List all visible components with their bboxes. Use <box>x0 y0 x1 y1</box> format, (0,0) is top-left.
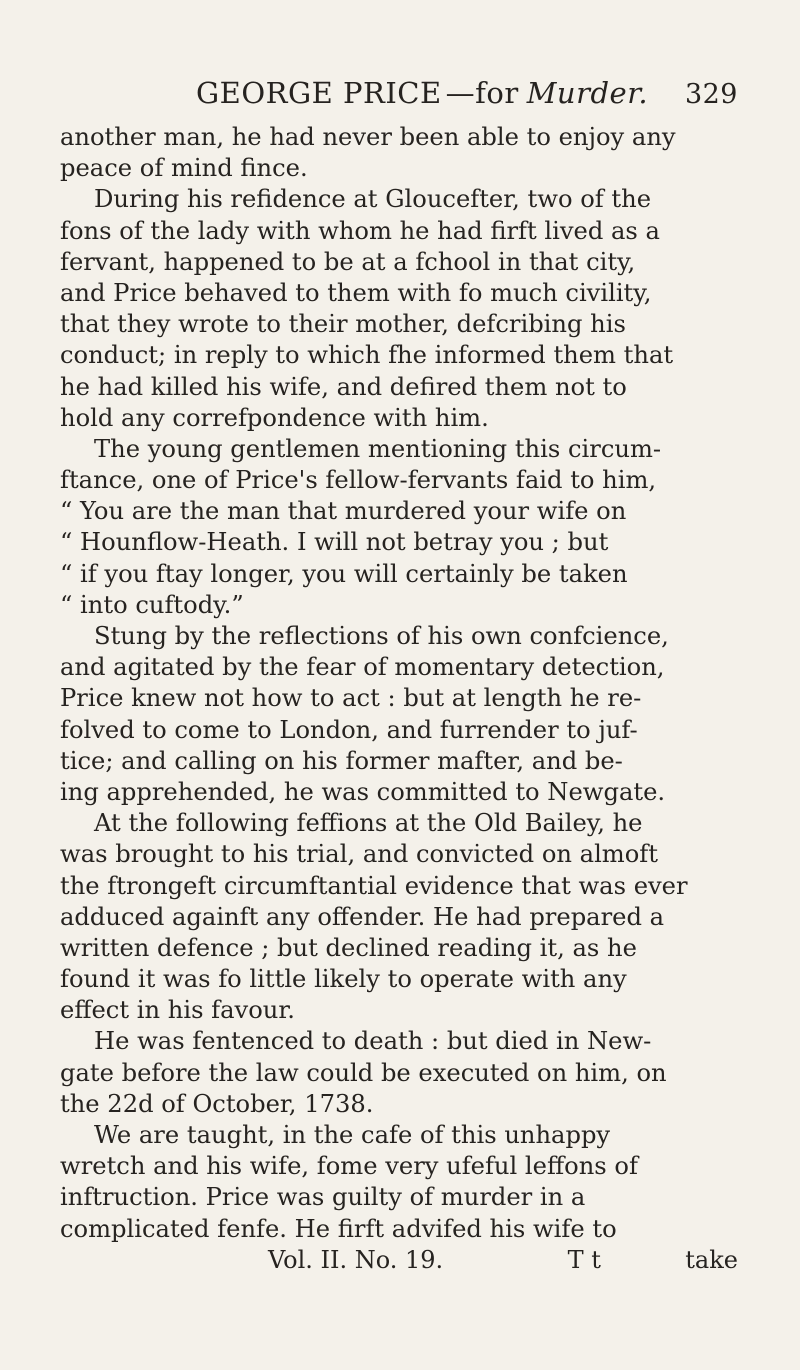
text-line: effect in his favour. <box>60 996 295 1025</box>
volume-number: Vol. II. No. 19. <box>268 1245 444 1274</box>
text-line: fervant, happened to be at a fchool in that city, <box>60 247 636 276</box>
text-line: We are taught, in the cafe of this unhappy <box>94 1121 611 1149</box>
text-line: fons of the lady with whom he had firft lived as a <box>60 216 660 245</box>
catchword: take <box>685 1245 738 1274</box>
text-line: At the following feffions at the Old Bailey, he <box>94 809 643 838</box>
text-line: inftruction. Price was guilty of murder in a <box>60 1183 586 1212</box>
page-footer <box>60 1245 748 1276</box>
text-line: “ into cuftody.” <box>60 590 244 619</box>
text-line: conduct; in reply to which fhe informed them that <box>60 341 674 370</box>
text-line: During his refidence at Gloucefter, two of the <box>94 185 652 214</box>
text-line: the 22d of October, 1738. <box>60 1089 374 1118</box>
text-line: he had killed his wife, and defired them not to <box>60 372 627 401</box>
text-line: hold any correfpondence with him. <box>60 403 489 432</box>
text-line: ftance, one of Price's fellow-fervants faid to him, <box>60 466 657 495</box>
text-line: the ftrongeft circumftantial evidence that was ever <box>60 871 688 900</box>
running-head-subject: Murder. <box>526 76 649 110</box>
body-text <box>60 122 748 1245</box>
text-line: “ if you ftay longer, you will certainly be taken <box>60 559 628 588</box>
text-line: tice; and calling on his former mafter, and be- <box>60 746 623 775</box>
text-line: gate before the law could be executed on him, on <box>60 1058 667 1087</box>
text-line: and agitated by the fear of momentary detection, <box>60 653 665 682</box>
text-line: ing apprehended, he was committed to Newgate. <box>60 777 666 806</box>
text-line: that they wrote to their mother, defcribing his <box>60 310 626 339</box>
text-line: another man, he had never been able to enjoy any <box>60 123 676 151</box>
text-line: complicated fenfe. He firft advifed his wife to <box>60 1214 617 1243</box>
text-line: “ You are the man that murdered your wife on <box>60 497 627 526</box>
text-line: He was fentenced to death : but died in New- <box>94 1027 652 1056</box>
text-line: and Price behaved to them with fo much civility, <box>60 278 652 307</box>
running-head-separator: —for <box>445 76 519 110</box>
text-line: The young gentlemen mentioning this circum- <box>94 434 662 463</box>
text-line: adduced againft any offender. He had prepared a <box>60 902 665 931</box>
text-line: was brought to his trial, and convicted on almoft <box>60 840 658 869</box>
page-number: 329 <box>684 79 738 110</box>
signature-mark: T t <box>567 1245 601 1274</box>
text-line: peace of mind fince. <box>60 154 308 183</box>
text-line: written defence ; but declined reading it, as he <box>60 933 637 962</box>
text-line: “ Hounflow-Heath. I will not betray you ; but <box>60 528 609 557</box>
text-line: wretch and his wife, fome very ufeful leffons of <box>60 1152 638 1181</box>
text-line: found it was fo little likely to operate with any <box>60 965 627 994</box>
text-line: folved to come to London, and furrender to juf- <box>60 715 638 744</box>
text-line: Price knew not how to act : but at length he re- <box>60 684 642 713</box>
running-head-title: GEORGE PRICE <box>196 76 442 110</box>
running-head <box>60 76 748 122</box>
text-line: Stung by the reflections of his own confcience, <box>94 622 669 650</box>
